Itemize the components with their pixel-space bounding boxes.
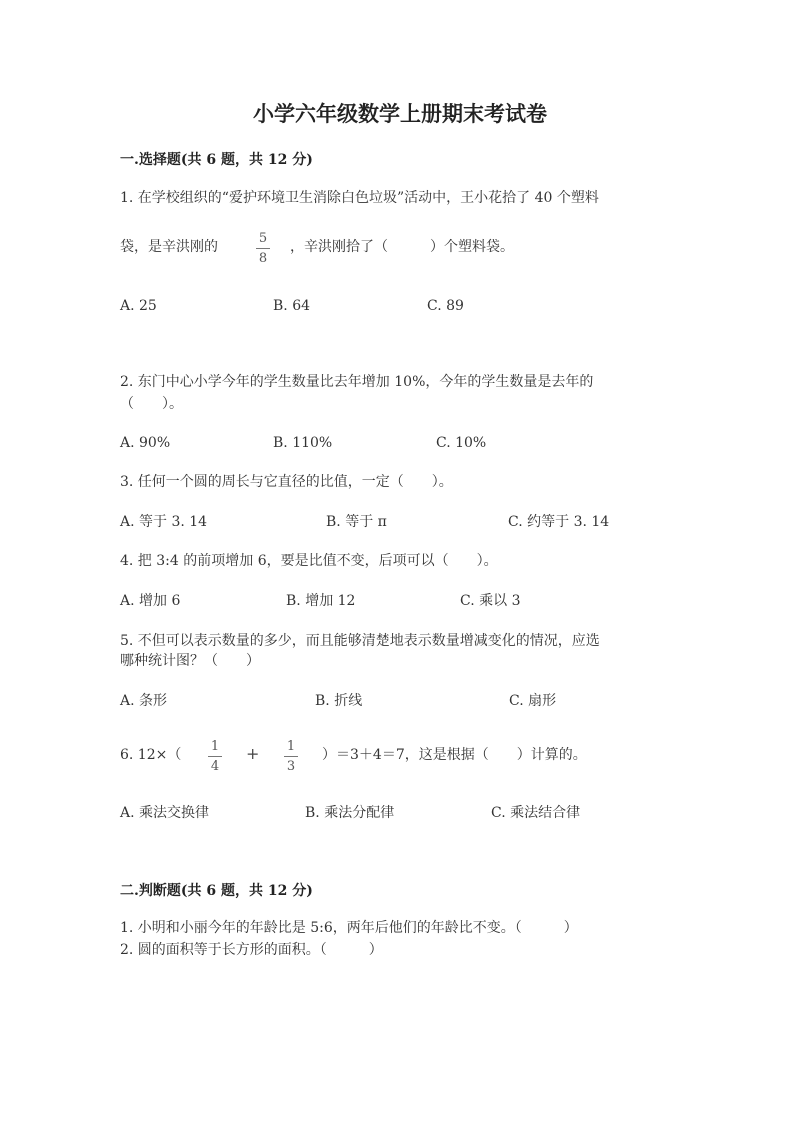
question-6-part-2: ）＝3＋4＝7，这是根据（ ）计算的。 <box>322 747 587 763</box>
question-1-line-2-end: ，辛洪刚拾了（ ）个塑料袋。 <box>290 239 514 255</box>
question-2-line-1: 2. 东门中心小学今年的学生数量比去年增加 10%，今年的学生数量是去年的 <box>120 374 594 390</box>
q3-option-b: B. 等于 π <box>326 514 387 530</box>
section-heading-judgement: 二.判断题(共 6 题，共 12 分) <box>120 883 313 899</box>
fraction-bar <box>284 756 298 757</box>
fraction-denominator: 8 <box>258 251 268 266</box>
question-1-line-2-start: 袋，是辛洪刚的 <box>120 239 218 255</box>
fraction-bar <box>256 248 270 249</box>
fraction-denominator: 4 <box>210 759 220 774</box>
q2-option-b: B. 110% <box>273 435 333 451</box>
section-heading-choice: 一.选择题(共 6 题，共 12 分) <box>120 152 313 168</box>
q1-option-c: C. 89 <box>427 298 464 314</box>
q4-option-a: A. 增加 6 <box>120 593 181 609</box>
fraction-numerator: 5 <box>258 231 268 246</box>
question-2-line-2: （ ）。 <box>120 396 183 412</box>
q5-option-b: B. 折线 <box>315 693 363 709</box>
question-1-line-1: 1. 在学校组织的“爱护环境卫生消除白色垃圾”活动中，王小花拾了 40 个塑料 <box>120 190 599 206</box>
q2-option-c: C. 10% <box>436 435 487 451</box>
plus-sign: + <box>246 744 260 763</box>
judgement-question-2: 2. 圆的面积等于长方形的面积。（ ） <box>120 942 383 958</box>
q1-option-a: A. 25 <box>120 298 157 314</box>
question-4-line-1: 4. 把 3:4 的前项增加 6，要是比值不变，后项可以（ ）。 <box>120 553 498 569</box>
question-3-line-1: 3. 任何一个圆的周长与它直径的比值，一定（ ）。 <box>120 474 453 490</box>
question-6-part-1: 6. 12×（ <box>120 747 182 763</box>
q2-option-a: A. 90% <box>120 435 171 451</box>
fraction-denominator: 3 <box>286 759 296 774</box>
fraction-bar <box>208 756 222 757</box>
q4-option-c: C. 乘以 3 <box>460 593 521 609</box>
q6-option-c: C. 乘法结合律 <box>491 805 581 821</box>
fraction-numerator: 1 <box>286 739 296 754</box>
page-title: 小学六年级数学上册期末考试卷 <box>253 101 547 126</box>
judgement-question-1: 1. 小明和小丽今年的年龄比是 5:6，两年后他们的年龄比不变。（ ） <box>120 920 578 936</box>
fraction-5-8 <box>256 231 270 267</box>
q1-option-b: B. 64 <box>273 298 311 314</box>
question-5-line-1: 5. 不但可以表示数量的多少，而且能够清楚地表示数量增减变化的情况，应选 <box>120 633 600 649</box>
fraction-1-3 <box>284 739 298 775</box>
q3-option-c: C. 约等于 3. 14 <box>508 514 610 530</box>
question-5-line-2: 哪种统计图？（ ） <box>120 653 260 669</box>
q3-option-a: A. 等于 3. 14 <box>120 514 208 530</box>
q5-option-c: C. 扇形 <box>509 693 557 709</box>
fraction-numerator: 1 <box>210 739 220 754</box>
fraction-1-4 <box>208 739 222 775</box>
q4-option-b: B. 增加 12 <box>286 593 356 609</box>
q6-option-b: B. 乘法分配律 <box>305 805 395 821</box>
q6-option-a: A. 乘法交换律 <box>120 805 210 821</box>
q5-option-a: A. 条形 <box>120 693 168 709</box>
